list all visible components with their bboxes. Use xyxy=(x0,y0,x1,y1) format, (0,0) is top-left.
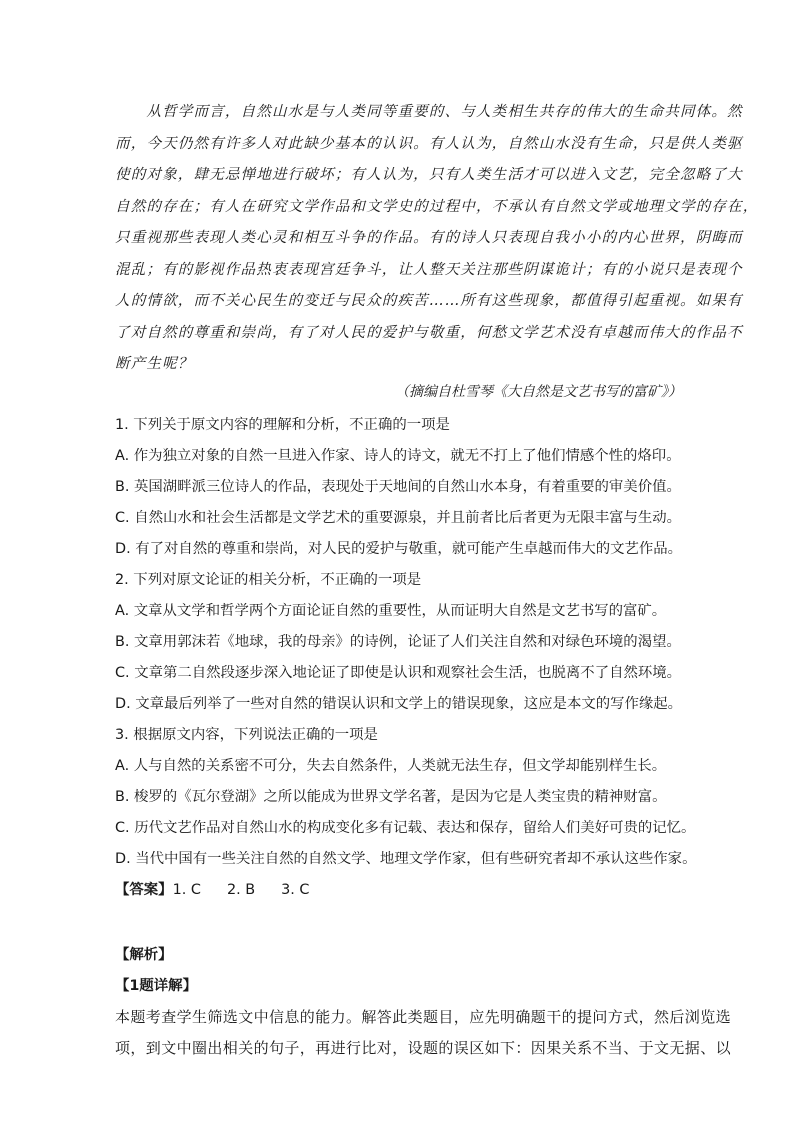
answer-item: 1. C xyxy=(172,882,201,898)
answer-item: 3. C xyxy=(281,882,310,898)
question-2-stem: 2. 下列对原文论证的相关分析，不正确的一项是 xyxy=(115,572,422,588)
reading-passage xyxy=(115,96,759,380)
analysis-sub-heading: 【1题详解】 xyxy=(115,978,197,994)
passage-line: 使的对象，肆无忌惮地进行破坏；有人认为，只有人类生活才可以进入文艺，完全忽略了大 xyxy=(115,166,743,183)
question-3-stem: 3. 根据原文内容，下列说法正确的一项是 xyxy=(115,727,378,743)
question-3-option-d: D. 当代中国有一些关注自然的自然文学、地理文学作家，但有些研究者却不承认这些作家。 xyxy=(115,851,697,867)
question-section xyxy=(115,410,697,906)
question-1-option-d: D. 有了对自然的尊重和崇尚，对人民的爱护与敬重，就可能产生卓越而伟大的文艺作品。 xyxy=(115,541,683,557)
analysis-line: 项，到文中圈出相关的句子，再进行比对，设题的误区如下：因果关系不当、于文无据、以 xyxy=(115,1039,732,1057)
question-1-option-c: C. 自然山水和社会生活都是文学艺术的重要源泉，并且前者比后者更为无限丰富与生动。 xyxy=(115,510,682,526)
question-1-option-b: B. 英国湖畔派三位诗人的作品，表现处于天地间的自然山水本身，有着重要的审美价值。 xyxy=(115,479,681,495)
passage-line: 从哲学而言，自然山水是与人类同等重要的、与人类相生共存的伟大的生命共同体。然 xyxy=(115,103,743,120)
analysis-line: 本题考查学生筛选文中信息的能力。解答此类题目，应先明确题干的提问方式，然后浏览选 xyxy=(115,1008,732,1026)
passage-line: 断产生呢？ xyxy=(115,355,194,372)
passage-line: 混乱；有的影视作品热衷表现宫廷争斗，让人整天关注那些阴谋诡计；有的小说只是表现个 xyxy=(115,260,743,278)
question-2-option-a: A. 文章从文学和哲学两个方面论证自然的重要性，从而证明大自然是文艺书写的富矿。 xyxy=(115,603,667,619)
question-2-option-d: D. 文章最后列举了一些对自然的错误认识和文学上的错误现象，这应是本文的写作缘起。 xyxy=(115,696,683,712)
answer-line xyxy=(115,875,685,906)
analysis-heading: 【解析】 xyxy=(115,947,173,963)
analysis-section xyxy=(115,940,732,1064)
question-3-option-a: A. 人与自然的关系密不可分，失去自然条件，人类就无法生存，但文学却能别样生长。 xyxy=(115,758,667,774)
passage-line: 自然的存在；有人在研究文学作品和文学史的过程中，不承认有自然文学或地理文学的存在， xyxy=(115,197,759,215)
question-1-stem: 1. 下列关于原文内容的理解和分析，不正确的一项是 xyxy=(115,417,450,433)
passage-line: 了对自然的尊重和崇尚，有了对人民的爱护与敬重，何愁文学艺术没有卓越而伟大的作品不 xyxy=(115,323,743,341)
answer-item: 2. B xyxy=(226,882,256,898)
answer-label: 【答案】 xyxy=(115,882,173,898)
question-3-option-c: C. 历代文艺作品对自然山水的构成变化多有记载、表达和保存，留给人们美好可贵的记忆。 xyxy=(115,820,696,836)
question-1-option-a: A. 作为独立对象的自然一旦进入作家、诗人的诗文，就无不打上了他们情感个性的烙印。 xyxy=(115,448,681,464)
source-citation: （摘编自杜雪琴《大自然是文艺书写的富矿》） xyxy=(395,384,682,400)
passage-line: 人的情欲，而不关心民生的变迁与民众的疾苦……所有这些现象，都值得引起重视。如果有 xyxy=(115,292,743,309)
passage-line: 而，今天仍然有许多人对此缺少基本的认识。有人认为，自然山水没有生命，只是供人类驱 xyxy=(115,134,743,152)
question-3-option-b: B. 梭罗的《瓦尔登湖》之所以能成为世界文学名著，是因为它是人类宝贵的精神财富。 xyxy=(115,789,667,805)
question-2-option-c: C. 文章第二自然段逐步深入地论证了即使是认识和观察社会生活，也脱离不了自然环境。 xyxy=(115,665,682,681)
question-2-option-b: B. 文章用郭沫若《地球，我的母亲》的诗例，论证了人们关注自然和对绿色环境的渴望。 xyxy=(115,634,681,650)
passage-line: 只重视那些表现人类心灵和相互斗争的作品。有的诗人只表现自我小小的内心世界，阴晦而 xyxy=(115,229,743,246)
